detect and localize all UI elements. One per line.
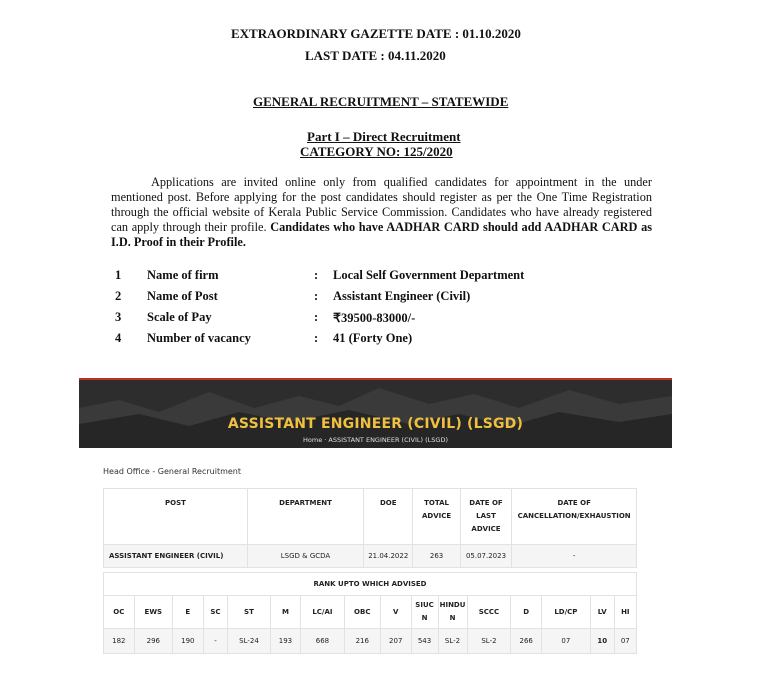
instructions-paragraph	[111, 175, 652, 250]
rank-cell: 190	[173, 629, 204, 654]
advice-table	[103, 488, 637, 568]
info-row	[115, 331, 615, 347]
info-num: 4	[115, 331, 122, 345]
rank-cell: 207	[380, 629, 411, 654]
column-header: SCCC	[467, 596, 511, 629]
column-header: E	[173, 596, 204, 629]
rank-cell: 193	[270, 629, 301, 654]
column-header: HI	[614, 596, 636, 629]
info-num: 1	[115, 268, 122, 282]
column-header: LC/AI	[301, 596, 344, 629]
cell-department: LSGD & GCDA	[247, 545, 363, 568]
column-header: LD/CP	[541, 596, 590, 629]
cell-doe: 21.04.2022	[364, 545, 413, 568]
rank-header-row	[104, 596, 637, 629]
column-header: HINDUN	[438, 596, 467, 629]
column-header: DOE	[364, 489, 413, 545]
column-header: M	[270, 596, 301, 629]
info-label: Name of firm	[147, 268, 219, 282]
rank-cell: SL-2	[467, 629, 511, 654]
column-header: EWS	[134, 596, 172, 629]
rank-cell: SL-24	[228, 629, 270, 654]
aadhar-note: Candidates who have AADHAR CARD should add AADHAR CARD as I.D. Proof in their Profile.	[111, 220, 653, 249]
column-header: DEPARTMENT	[247, 489, 363, 545]
column-header: OC	[104, 596, 135, 629]
info-value: Assistant Engineer (Civil)	[333, 289, 471, 303]
table-header-row	[104, 489, 637, 545]
column-header: POST	[104, 489, 248, 545]
rank-table	[103, 572, 637, 654]
column-header: DATE OF LAST ADVICE	[460, 489, 512, 545]
column-header: V	[380, 596, 411, 629]
info-num: 3	[115, 310, 122, 324]
rank-cell: 296	[134, 629, 172, 654]
info-row	[115, 268, 615, 284]
table-row	[104, 629, 637, 654]
info-value: Local Self Government Department	[333, 268, 525, 282]
part-heading: Part I – Direct Recruitment	[307, 129, 461, 144]
category-number: CATEGORY NO: 125/2020	[300, 144, 453, 159]
column-header: OBC	[344, 596, 380, 629]
info-row	[115, 310, 615, 326]
banner-accent-line	[79, 378, 672, 380]
column-header: DATE OF CANCELLATION/EXHAUSTION	[512, 489, 637, 545]
cell-cancellation: -	[512, 545, 637, 568]
post-banner	[79, 378, 672, 448]
cell-total-advice: 263	[413, 545, 460, 568]
info-value: 41 (Forty One)	[333, 331, 413, 345]
instructions-text: Applications are invited online only from qualified candidates for appointment in the under mentioned post. Before applying for the post candidates should register as per the One Time Registration through the official website of Kerala Public Service Commission. Candidates who have already registered can apply through their profile.	[111, 175, 652, 234]
info-num: 2	[115, 289, 122, 303]
info-sep: :	[314, 310, 319, 324]
rank-cell: SL-2	[438, 629, 467, 654]
rank-cell: 266	[511, 629, 542, 654]
gazette-date: EXTRAORDINARY GAZETTE DATE : 01.10.2020	[231, 26, 521, 41]
info-label: Name of Post	[147, 289, 218, 303]
table-row	[104, 545, 637, 568]
cell-post: ASSISTANT ENGINEER (CIVIL)	[104, 545, 248, 568]
rank-cell: 182	[104, 629, 135, 654]
rank-cell: 07	[614, 629, 636, 654]
rank-cell: 07	[541, 629, 590, 654]
recruitment-heading: GENERAL RECRUITMENT – STATEWIDE	[253, 94, 509, 109]
banner-title: ASSISTANT ENGINEER (CIVIL) (LSGD)	[227, 416, 524, 432]
column-header: TOTAL ADVICE	[413, 489, 460, 545]
info-sep: :	[314, 289, 319, 303]
column-header: SIUCN	[411, 596, 438, 629]
column-header: SC	[203, 596, 228, 629]
column-header: D	[511, 596, 542, 629]
rank-cell: 10	[590, 629, 614, 654]
info-label: Number of vacancy	[147, 331, 251, 345]
rank-caption-row	[104, 573, 637, 596]
rank-cell: 216	[344, 629, 380, 654]
info-value: ₹39500-83000/-	[333, 311, 416, 325]
cell-last-advice: 05.07.2023	[460, 545, 512, 568]
head-office-label: Head Office - General Recruitment	[103, 467, 242, 476]
rank-cell: 668	[301, 629, 344, 654]
info-sep: :	[314, 268, 319, 282]
breadcrumb[interactable]: Home · ASSISTANT ENGINEER (CIVIL) (LSGD)	[303, 436, 448, 444]
last-date: LAST DATE : 04.11.2020	[305, 48, 446, 63]
rank-cell: -	[203, 629, 228, 654]
rank-cell: 543	[411, 629, 438, 654]
column-header: ST	[228, 596, 270, 629]
column-header: LV	[590, 596, 614, 629]
rank-caption: RANK UPTO WHICH ADVISED	[104, 573, 637, 596]
info-label: Scale of Pay	[147, 310, 212, 324]
info-sep: :	[314, 331, 319, 345]
info-row	[115, 289, 615, 305]
